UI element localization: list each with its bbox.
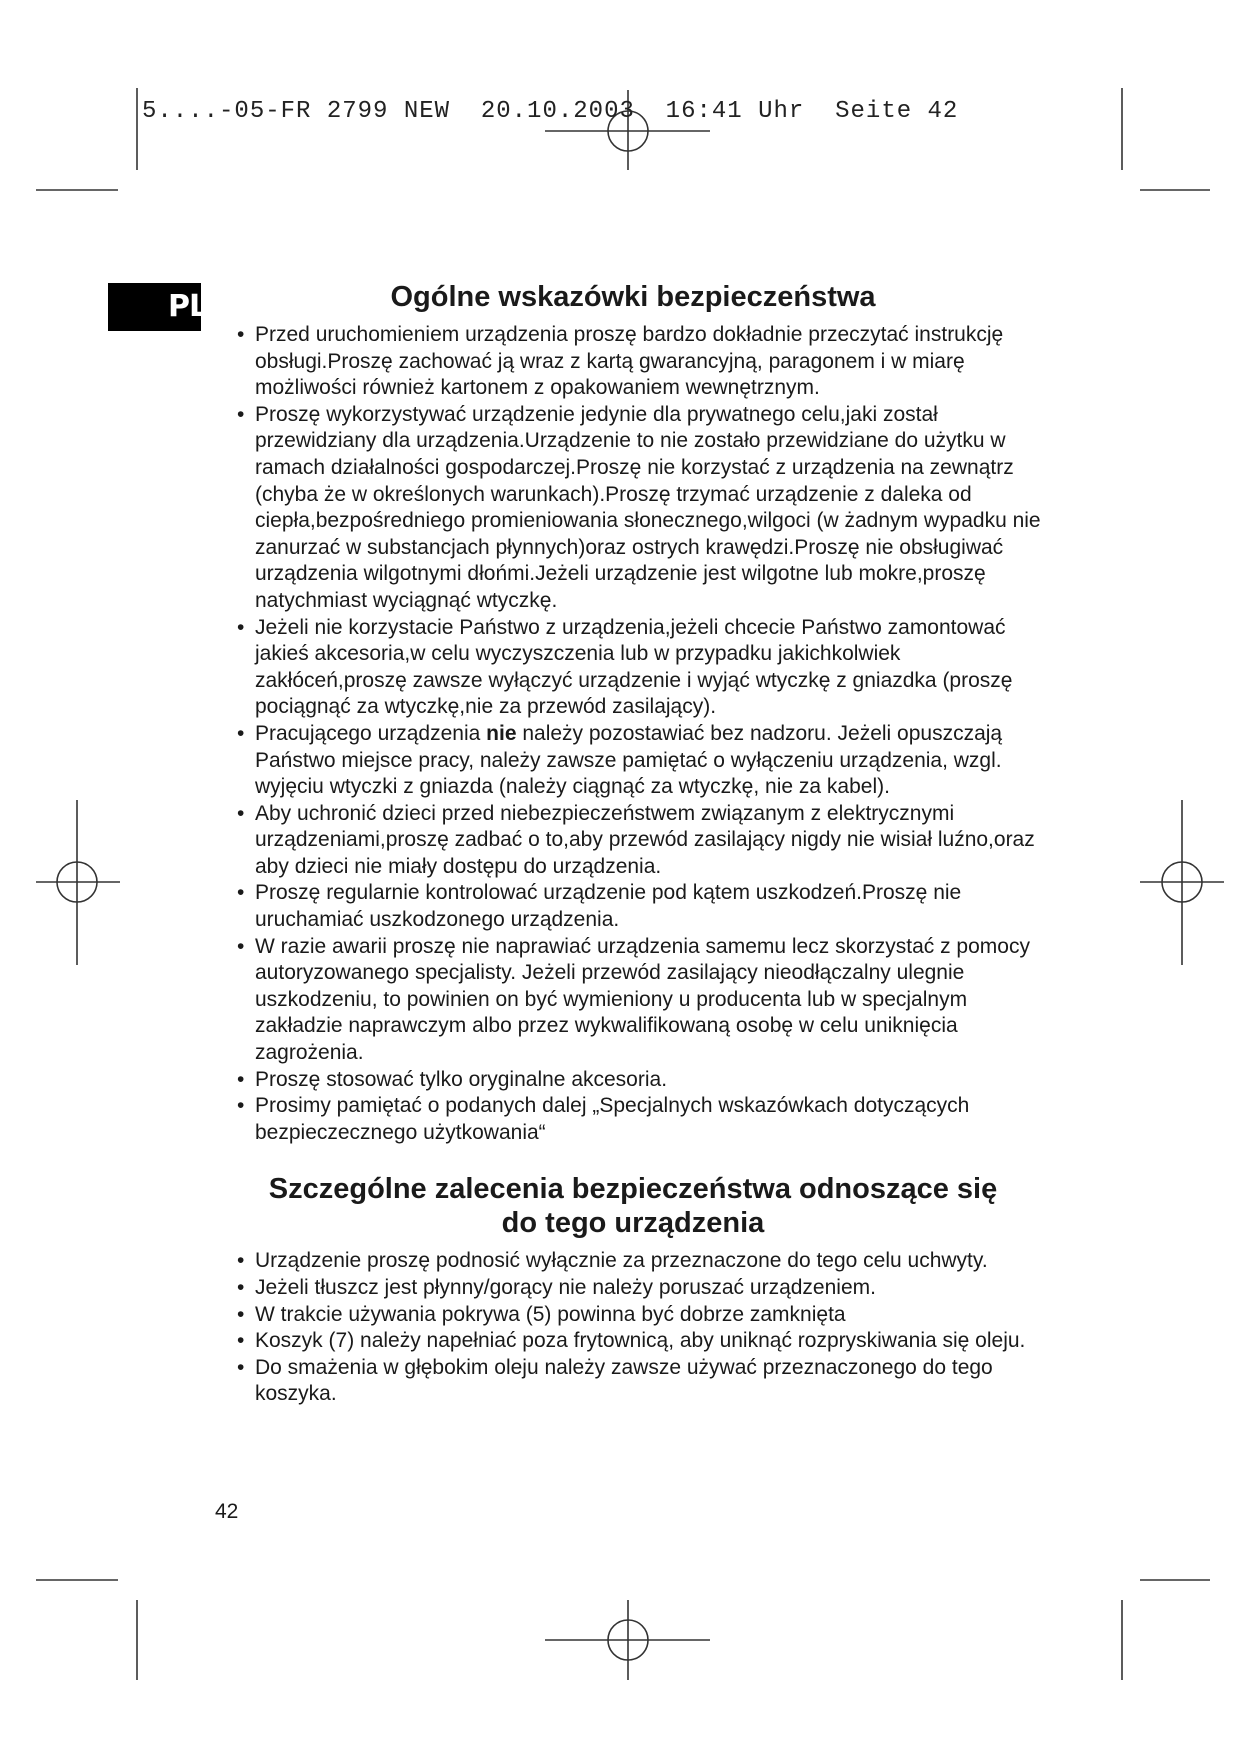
bullet-icon: • (237, 1355, 245, 1379)
list-item: • Proszę stosować tylko oryginalne akcesoria. (218, 1067, 1048, 1094)
bullet-icon: • (237, 1067, 245, 1091)
list-item: • Proszę wykorzystywać urządzenie jedynie dla prywatnego celu,jaki został przewidziany dla urządzenia.Urządzenie to nie zostało przewidziane do użytku w ramach działalności gospodarczej.Proszę nie korzystać z urządzenia na zewnątrz (chyba że w określonych warunkach).Proszę trzymać urządzenie z daleka od ciepła,bezpośredniego promieniowania słonecznego,wilgoci (w żadnym wypadku nie zanurzać w substancjach płynnych)oraz ostrych krawędzi.Proszę nie obsługiwać urządzenia wilgotnymi dłońmi.Jeżeli urządzenie jest wilgotne lub mokre,proszę natychmiast wyciągnąć wtyczkę. (237, 402, 1041, 612)
bullet-icon: • (237, 402, 245, 426)
bullet-icon: • (237, 801, 245, 825)
general-safety-list (218, 322, 1048, 1146)
list-item: • Koszyk (7) należy napełniać poza frytownicą, aby uniknąć rozpryskiwania się oleju. (218, 1328, 1048, 1355)
list-item: • Pracującego urządzenia nie należy pozostawiać bez nadzoru. Jeżeli opuszczają Państwo miejsce pracy, należy zawsze pamiętać o wyłączeniu urządzenia, wzgl. wyjęciu wtyczki z gniazda (należy ciągnąć za wtyczkę, nie za kabel). (237, 721, 1003, 799)
bullet-icon: • (237, 323, 245, 346)
page-number: 42 (215, 1500, 239, 1523)
emphasis-text: nie (486, 721, 517, 745)
list-item: • Do smażenia w głębokim oleju należy zawsze używać przeznaczonego do tego koszyka. (237, 1355, 993, 1406)
list-item: • W razie awarii proszę nie naprawiać urządzenia samemu lecz skorzystać z pomocy autoryzowanego specjalisty. Jeżeli przewód zasilający nieodłączalny ulegnie uszkodzeniu, to powinien on być wymieniony u producenta lub w specjalnym zakładzie naprawczym albo przez wykwalifikowaną osobę w celu uniknięcia zagrożenia. (237, 934, 1030, 1065)
section-title-device-safety: Szczególne zalecenia bezpieczeństwa odnoszące się do tego urządzenia (268, 1173, 998, 1240)
list-item: • Jeżeli nie korzystacie Państwo z urządzenia,jeżeli chcecie Państwo zamontować jakieś akcesoria,w celu wyczyszczenia lub w przypadku jakichkolwiek zakłóceń,proszę zawsze wyłączyć urządzenie i wyjąć wtyczkę z gniazdka (proszę pociągnąć za wtyczkę,nie za przewód zasilający). (237, 615, 1013, 719)
print-slug-header: 5....-05-FR 2799 NEW 20.10.2003 16:41 Uhr Seite 42 (142, 98, 959, 125)
language-tab: PL (108, 283, 201, 331)
list-item: • Proszę regularnie kontrolować urządzenie pod kątem uszkodzeń.Proszę nie uruchamiać uszkodzonego urządzenia. (237, 881, 962, 932)
bullet-icon: • (237, 721, 245, 745)
list-item: • W trakcie używania pokrywa (5) powinna być dobrze zamknięta (218, 1302, 1048, 1329)
bullet-icon: • (237, 1329, 245, 1353)
manual-content (218, 280, 1048, 1408)
list-item: • Przed uruchomieniem urządzenia proszę bardzo dokładnie przeczytać instrukcję obsługi.Proszę zachować ją wraz z kartą gwarancyjną, paragonem i w miarę możliwości również kartonem z opakowaniem wewnętrznym. (237, 323, 1004, 400)
list-item: • Aby uchronić dzieci przed niebezpieczeństwem związanym z elektrycznymi urządzeniami,proszę zadbać o to,aby przewód zasilający nigdy nie wisiał luźno,oraz aby dzieci nie miały dostępu do urządzenia. (237, 801, 1035, 878)
bullet-icon: • (237, 881, 245, 905)
section-title-general-safety: Ogólne wskazówki bezpieczeństwa (390, 281, 876, 313)
bullet-icon: • (237, 1276, 245, 1299)
bullet-icon: • (237, 1249, 245, 1273)
list-item: • Jeżeli tłuszcz jest płynny/gorący nie należy poruszać urządzeniem. (218, 1275, 1048, 1302)
bullet-icon: • (237, 1302, 245, 1326)
bullet-icon: • (237, 615, 245, 639)
list-item: • Urządzenie proszę podnosić wyłącznie za przeznaczone do tego celu uchwyty. (218, 1248, 1048, 1275)
bullet-icon: • (237, 934, 245, 958)
device-safety-list (218, 1248, 1048, 1408)
list-item: • Prosimy pamiętać o podanych dalej „Specjalnych wskazówkach dotyczących bezpieczecznego użytkowania“ (237, 1094, 970, 1144)
bullet-icon: • (237, 1094, 245, 1118)
